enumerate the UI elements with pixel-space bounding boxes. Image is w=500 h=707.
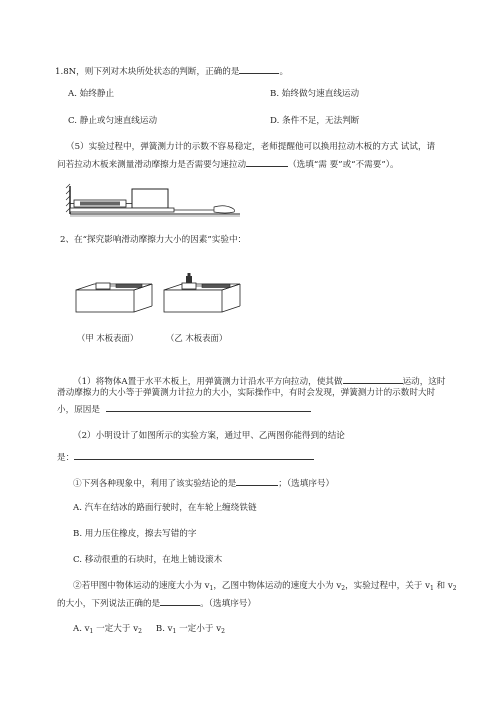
- q2-p2-line2: [57, 450, 314, 464]
- q2-p2-conclusion-blank[interactable]: [74, 450, 314, 460]
- subscript-b1: 1: [172, 628, 177, 635]
- subscript-1: 1: [209, 585, 214, 592]
- q2-s2-option-a-a: A. v: [73, 624, 90, 634]
- q2-p2-line1: （2）小明设计了如图所示的实验方案，通过甲、乙两图你能得到的结论: [73, 431, 345, 441]
- q2-title: 2、在“探究影响滑动摩擦力大小的因素”实验中：: [60, 235, 247, 245]
- q2-p2-label: 是：: [57, 453, 75, 463]
- q2-s2-text-a: ②若甲图中物体运动的速度大小为 v: [73, 581, 210, 591]
- q2-s1-option-b: B. 用力压住橡皮，擦去写错的字: [73, 529, 197, 539]
- q1-option-c: C. 静止或匀速直线运动: [68, 116, 158, 126]
- q5-line2-end: （选填“需 要”或“不需要”）。: [288, 160, 399, 170]
- q2-p1-line2: 滑动摩擦力的大小等于弹簧测力计拉力的大小，实际操作中，有时会发现，弹簧测力计的示数时大时: [57, 388, 436, 398]
- q1-stem-text: 1.8N，则下列对木块所处状态的判断，正确的是: [55, 67, 240, 77]
- figure-board-pull: [64, 180, 244, 222]
- figure-caption-jia: （甲 木板表面）: [77, 333, 139, 343]
- q2-s2-text-b: ，乙图中物体运动的速度大小为 v: [213, 581, 342, 591]
- q2-s1-blank[interactable]: [236, 476, 278, 486]
- subscript-2b: 2: [452, 585, 457, 592]
- q2-s2-line1: [73, 581, 457, 593]
- q2-s1-option-c: C. 移动很重的石块时，在地上铺设滚木: [73, 555, 223, 565]
- q2-s2-text-c: ，实验过程中，关于 v: [345, 581, 430, 591]
- subscript-b2: 2: [221, 628, 225, 635]
- q2-s1-stem: [73, 476, 334, 490]
- q2-s2-text-f: 。（选填序号）: [200, 599, 256, 609]
- q2-s2-line2: [57, 596, 256, 610]
- q2-s2-option-a-b: 一定大于 v: [93, 624, 139, 634]
- subscript-1b: 1: [430, 585, 434, 592]
- q2-s2-option-b-b: 一定小于 v: [176, 624, 222, 634]
- q5-answer-blank[interactable]: [246, 157, 288, 167]
- figure-jia: [72, 274, 154, 316]
- q2-s1-text: ①下列各种现象中，利用了该实验结论的是: [73, 479, 237, 489]
- q2-p1-line3: [57, 402, 311, 416]
- q2-p1-line1: [73, 374, 445, 388]
- q5-line1: （5）实验过程中，弹簧测力计的示数不容易稳定，老师提醒他可以换用拉动木板的方式 试试，请: [66, 142, 436, 152]
- q2-s2-text-d: 和 v: [433, 581, 453, 591]
- q2-s2-blank[interactable]: [160, 596, 200, 606]
- subscript-2: 2: [341, 585, 346, 592]
- figure-yi: [160, 270, 242, 316]
- subscript-a2: 2: [138, 628, 142, 635]
- q5-line2: [57, 157, 399, 171]
- q2-p1-reason-label: 小，原因是: [57, 405, 100, 415]
- q1-option-b: B. 始终做匀速直线运动: [270, 89, 360, 99]
- subscript-a1: 1: [89, 628, 94, 635]
- q5-line2-text: 问若拉动木板来测量滑动摩擦力是否需要匀速拉动: [57, 160, 247, 170]
- q1-stem-end: 。: [279, 67, 289, 77]
- q2-p1-reason-blank[interactable]: [106, 402, 311, 412]
- q1-option-d: D. 条件不足，无法判断: [270, 116, 360, 126]
- q1-option-a: A. 始终静止: [68, 89, 115, 99]
- q2-s1-option-a: A. 汽车在结冰的路面行驶时，在车轮上缠绕铁链: [73, 503, 257, 513]
- q2-p1-text-end: 运动，这时: [402, 377, 446, 387]
- q2-p1-blank-motion[interactable]: [343, 374, 403, 384]
- q2-p1-text: （1）将物体A置于水平木板上，用弹簧测力计沿水平方向拉动，使其做: [73, 377, 343, 387]
- q2-s2-options: [73, 624, 225, 636]
- q2-s1-text-end: ；（选填序号）: [278, 479, 335, 489]
- q1-stem: [55, 64, 288, 78]
- q2-s2-option-b-a: B. v: [155, 624, 173, 634]
- q2-s2-text-e: 的大小，下列说法正确的是: [57, 599, 161, 609]
- figure-caption-yi: （乙 木板表面）: [166, 333, 228, 343]
- q1-answer-blank[interactable]: [239, 64, 279, 74]
